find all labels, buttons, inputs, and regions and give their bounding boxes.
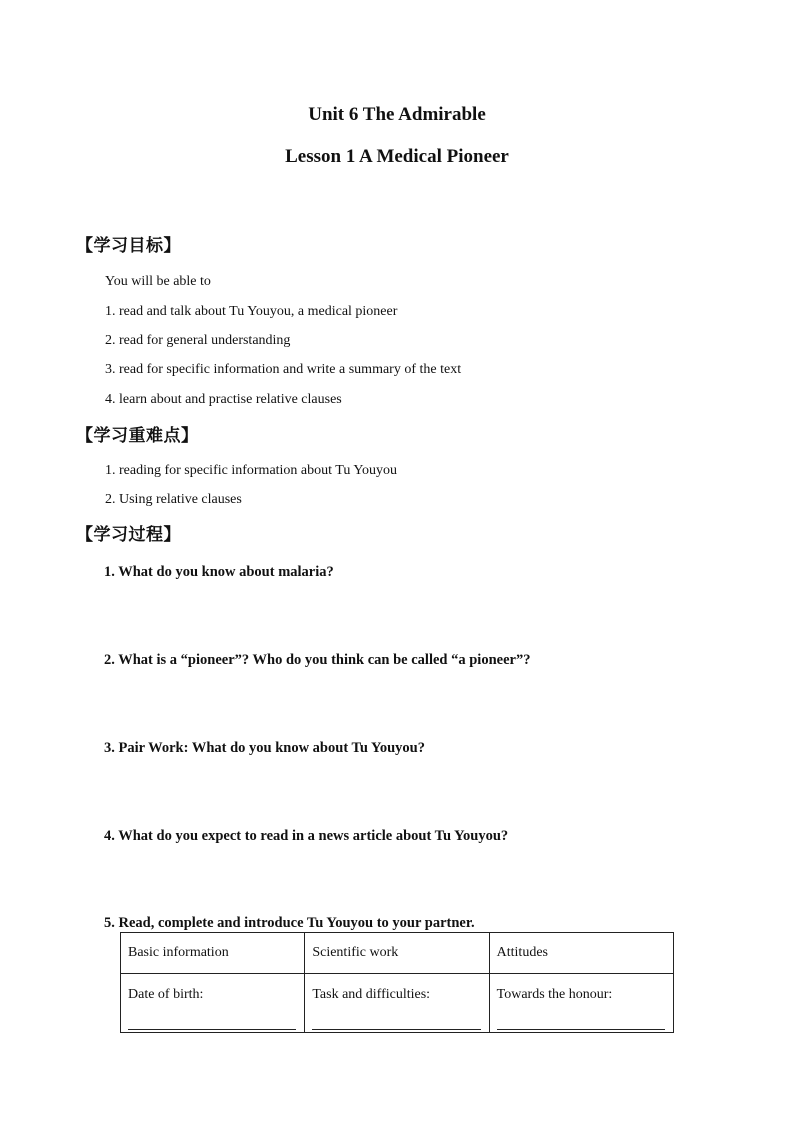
objectives-intro: You will be able to: [105, 274, 211, 289]
cell-label: Task and difficulties:: [312, 987, 431, 1002]
table-cell-honour: [489, 974, 673, 1033]
table-cell-birth: [121, 974, 305, 1033]
answer-blank[interactable]: [497, 1029, 665, 1030]
process-heading: 【学习过程】: [76, 525, 181, 545]
info-table: [120, 932, 674, 1033]
table-header-cell: Attitudes: [489, 933, 673, 974]
question-4: 4. What do you expect to read in a news article about Tu Youyou?: [104, 828, 509, 844]
cell-label: Date of birth:: [128, 987, 204, 1002]
objective-item: 4. learn about and practise relative clauses: [105, 392, 342, 407]
key-point-item: 1. reading for specific information about Tu Youyou: [105, 463, 398, 478]
question-3: 3. Pair Work: What do you know about Tu Youyou?: [104, 740, 425, 756]
lesson-title: Lesson 1 A Medical Pioneer: [285, 146, 509, 167]
answer-blank[interactable]: [128, 1029, 296, 1030]
table-header-row: [121, 933, 674, 974]
table-cell-task: [305, 974, 489, 1033]
unit-title: Unit 6 The Admirable: [308, 104, 486, 125]
table-row: [121, 974, 674, 1033]
objective-item: 3. read for specific information and write a summary of the text: [105, 362, 462, 377]
answer-blank[interactable]: [312, 1029, 480, 1030]
key-points-heading: 【学习重难点】: [76, 426, 199, 446]
objectives-heading: 【学习目标】: [76, 236, 181, 256]
objective-item: 1. read and talk about Tu Youyou, a medical pioneer: [105, 304, 398, 319]
question-5: 5. Read, complete and introduce Tu Youyou to your partner.: [104, 915, 475, 931]
question-1: 1. What do you know about malaria?: [104, 564, 334, 580]
table-header-cell: Basic information: [121, 933, 305, 974]
table-header-cell: Scientific work: [305, 933, 489, 974]
objective-item: 2. read for general understanding: [105, 333, 291, 348]
cell-label: Towards the honour:: [496, 987, 613, 1002]
question-2: 2. What is a “pioneer”? Who do you think can be called “a pioneer”?: [104, 652, 531, 668]
key-point-item: 2. Using relative clauses: [105, 492, 242, 507]
